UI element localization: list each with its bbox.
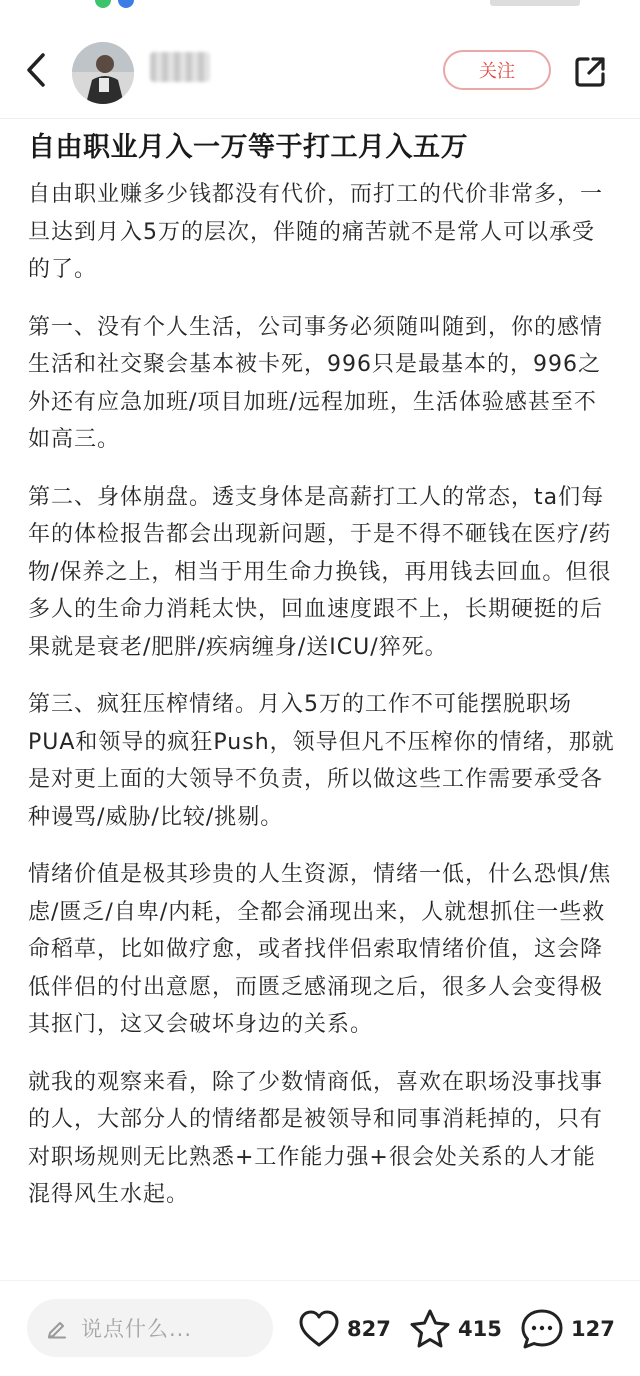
- heart-icon: [297, 1309, 341, 1349]
- post-paragraph: 就我的观察来看，除了少数情商低，喜欢在职场没事找事的人，大部分人的情绪都是被领导和同事消耗掉的，只有对职场规则无比熟悉+工作能力强+很会处关系的人才能混得风生水起。: [28, 1069, 604, 1207]
- avatar-image: [72, 42, 134, 104]
- post-paragraph: 第一、没有个人生活，公司事务必须随叫随到，你的感情生活和社交聚会基本被卡死，996只是最基本的，996之外还有应急加班/项目加班/远程加班，生活体验感甚至不如高三。: [28, 314, 604, 452]
- like-count: 827: [347, 1317, 391, 1341]
- status-bar: [0, 0, 640, 22]
- status-indicators: [490, 0, 580, 6]
- star-icon: [408, 1308, 452, 1350]
- comment-placeholder: 说点什么...: [81, 1317, 193, 1341]
- comment-input[interactable]: [27, 1299, 273, 1357]
- post-content: [28, 128, 616, 1234]
- bottom-action-bar: [0, 1280, 640, 1376]
- follow-button[interactable]: 关注: [443, 50, 551, 90]
- back-arrow-icon: [25, 52, 47, 88]
- comment-count: 127: [571, 1317, 615, 1341]
- share-icon: [573, 55, 607, 89]
- back-button[interactable]: [16, 48, 56, 92]
- status-app-icon: [118, 0, 134, 8]
- share-button[interactable]: [570, 52, 610, 92]
- comment-bubble-icon: [519, 1307, 565, 1351]
- pencil-icon: [45, 1316, 69, 1340]
- like-button[interactable]: [297, 1303, 391, 1355]
- post-title: 自由职业月入一万等于打工月入五万: [28, 132, 468, 163]
- post-header: [0, 22, 640, 118]
- author-avatar[interactable]: [72, 42, 134, 104]
- post-paragraph: 第二、身体崩盘。透支身体是高薪打工人的常态，ta们每年的体检报告都会出现新问题，于是不得不砸钱在医疗/药物/保养之上，相当于用生命力换钱，再用钱去回血。但很多人的生命力消耗太快，回血速度跟不上，长期硬挺的后果就是衰老/肥胖/疾病缠身/送ICU/猝死。: [28, 484, 612, 660]
- star-button[interactable]: [408, 1303, 502, 1355]
- star-count: 415: [458, 1317, 502, 1341]
- header-divider: [0, 118, 640, 119]
- comment-button[interactable]: [519, 1303, 615, 1355]
- post-paragraph: 第三、疯狂压榨情绪。月入5万的工作不可能摆脱职场PUA和领导的疯狂Push，领导但凡不压榨你的情绪，那就是对更上面的大领导不负责，所以做这些工作需要承受各种谩骂/威胁/比较/挑剔。: [28, 692, 615, 830]
- post-paragraph: 自由职业赚多少钱都没有代价，而打工的代价非常多，一旦达到月入5万的层次，伴随的痛苦就不是常人可以承受的了。: [28, 182, 604, 282]
- author-name-blurred[interactable]: [150, 52, 210, 82]
- post-paragraph: 情绪价值是极其珍贵的人生资源，情绪一低，什么恐惧/焦虑/匮乏/自卑/内耗，全都会涌现出来，人就想抓住一些救命稻草，比如做疗愈，或者找伴侣索取情绪价值，这会降低伴侣的付出意愿，而匮乏感涌现之后，很多人会变得极其抠门，这又会破坏身边的关系。: [28, 862, 612, 1037]
- status-app-icon: [95, 0, 111, 8]
